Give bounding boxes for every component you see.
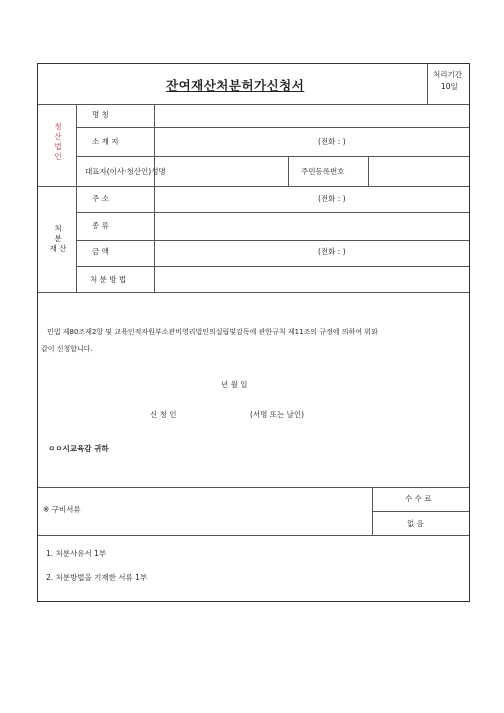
divider — [76, 266, 469, 267]
disposal-section-label — [44, 224, 72, 254]
divider — [38, 104, 469, 105]
section-char: 청 — [54, 122, 62, 131]
signature-label: (서명 또는 날인) — [250, 410, 305, 419]
section-char: 재 산 — [49, 244, 67, 253]
applicant-label: 신 청 인 — [150, 410, 177, 419]
divider — [38, 487, 469, 488]
application-form — [37, 63, 470, 602]
divider — [427, 64, 428, 104]
divider — [76, 127, 469, 128]
divider — [76, 240, 469, 241]
corp-address-label: 소 재 지 — [92, 137, 119, 146]
divider — [38, 535, 469, 536]
divider — [288, 156, 289, 186]
fee-value: 없 음 — [407, 519, 424, 528]
divider — [76, 156, 469, 157]
divider — [76, 104, 77, 292]
form-title: 잔여재산처분허가신청서 — [166, 78, 305, 93]
processing-period-label: 처리기간 — [433, 70, 462, 79]
section-char: 분 — [54, 234, 62, 243]
body-text-line1: 민법 제80조제2항 및 교육인적자원부소관비영리법인의설립및감독에 관한규칙 제11조의 규정에 의하여 위와 — [47, 328, 378, 336]
divider — [76, 212, 469, 213]
disposal-type-label: 종 류 — [92, 221, 109, 230]
body-text-line2: 같이 신청합니다. — [41, 345, 93, 353]
section-char: 법 — [54, 142, 62, 151]
corp-name-label: 명 칭 — [92, 110, 109, 119]
disposal-address-label: 주 소 — [92, 194, 109, 203]
section-char: 인 — [54, 152, 62, 161]
divider — [368, 156, 369, 186]
amount-phone-label: (전화 : ) — [318, 247, 346, 256]
document-item: 2. 처분방법을 기재한 서류 1부 — [46, 573, 148, 582]
document-item: 1. 처분사유서 1부 — [46, 549, 107, 558]
processing-period-value: 10일 — [441, 82, 458, 91]
fee-label: 수 수 료 — [405, 494, 432, 503]
disposal-amount-label: 금 액 — [92, 247, 109, 256]
representative-label: 대표자(이사·청산인)성명 — [85, 167, 166, 176]
corporation-section-label — [48, 122, 68, 162]
resident-number-label: 주민등록번호 — [301, 167, 345, 176]
divider — [154, 104, 155, 292]
disposal-phone-label: (전화 : ) — [318, 194, 346, 203]
section-char: 산 — [54, 132, 62, 141]
documents-heading: ※ 구비서류 — [43, 505, 81, 514]
divider — [38, 292, 469, 293]
corp-phone-label: (전화 : ) — [318, 137, 346, 146]
disposal-method-label: 처 분 방 법 — [90, 275, 127, 284]
divider — [38, 186, 469, 187]
date-line: 년 월 일 — [221, 380, 248, 389]
section-char: 처 — [54, 224, 62, 233]
divider — [372, 511, 469, 512]
addressee: ㅇㅇ시교육감 귀하 — [48, 444, 109, 453]
